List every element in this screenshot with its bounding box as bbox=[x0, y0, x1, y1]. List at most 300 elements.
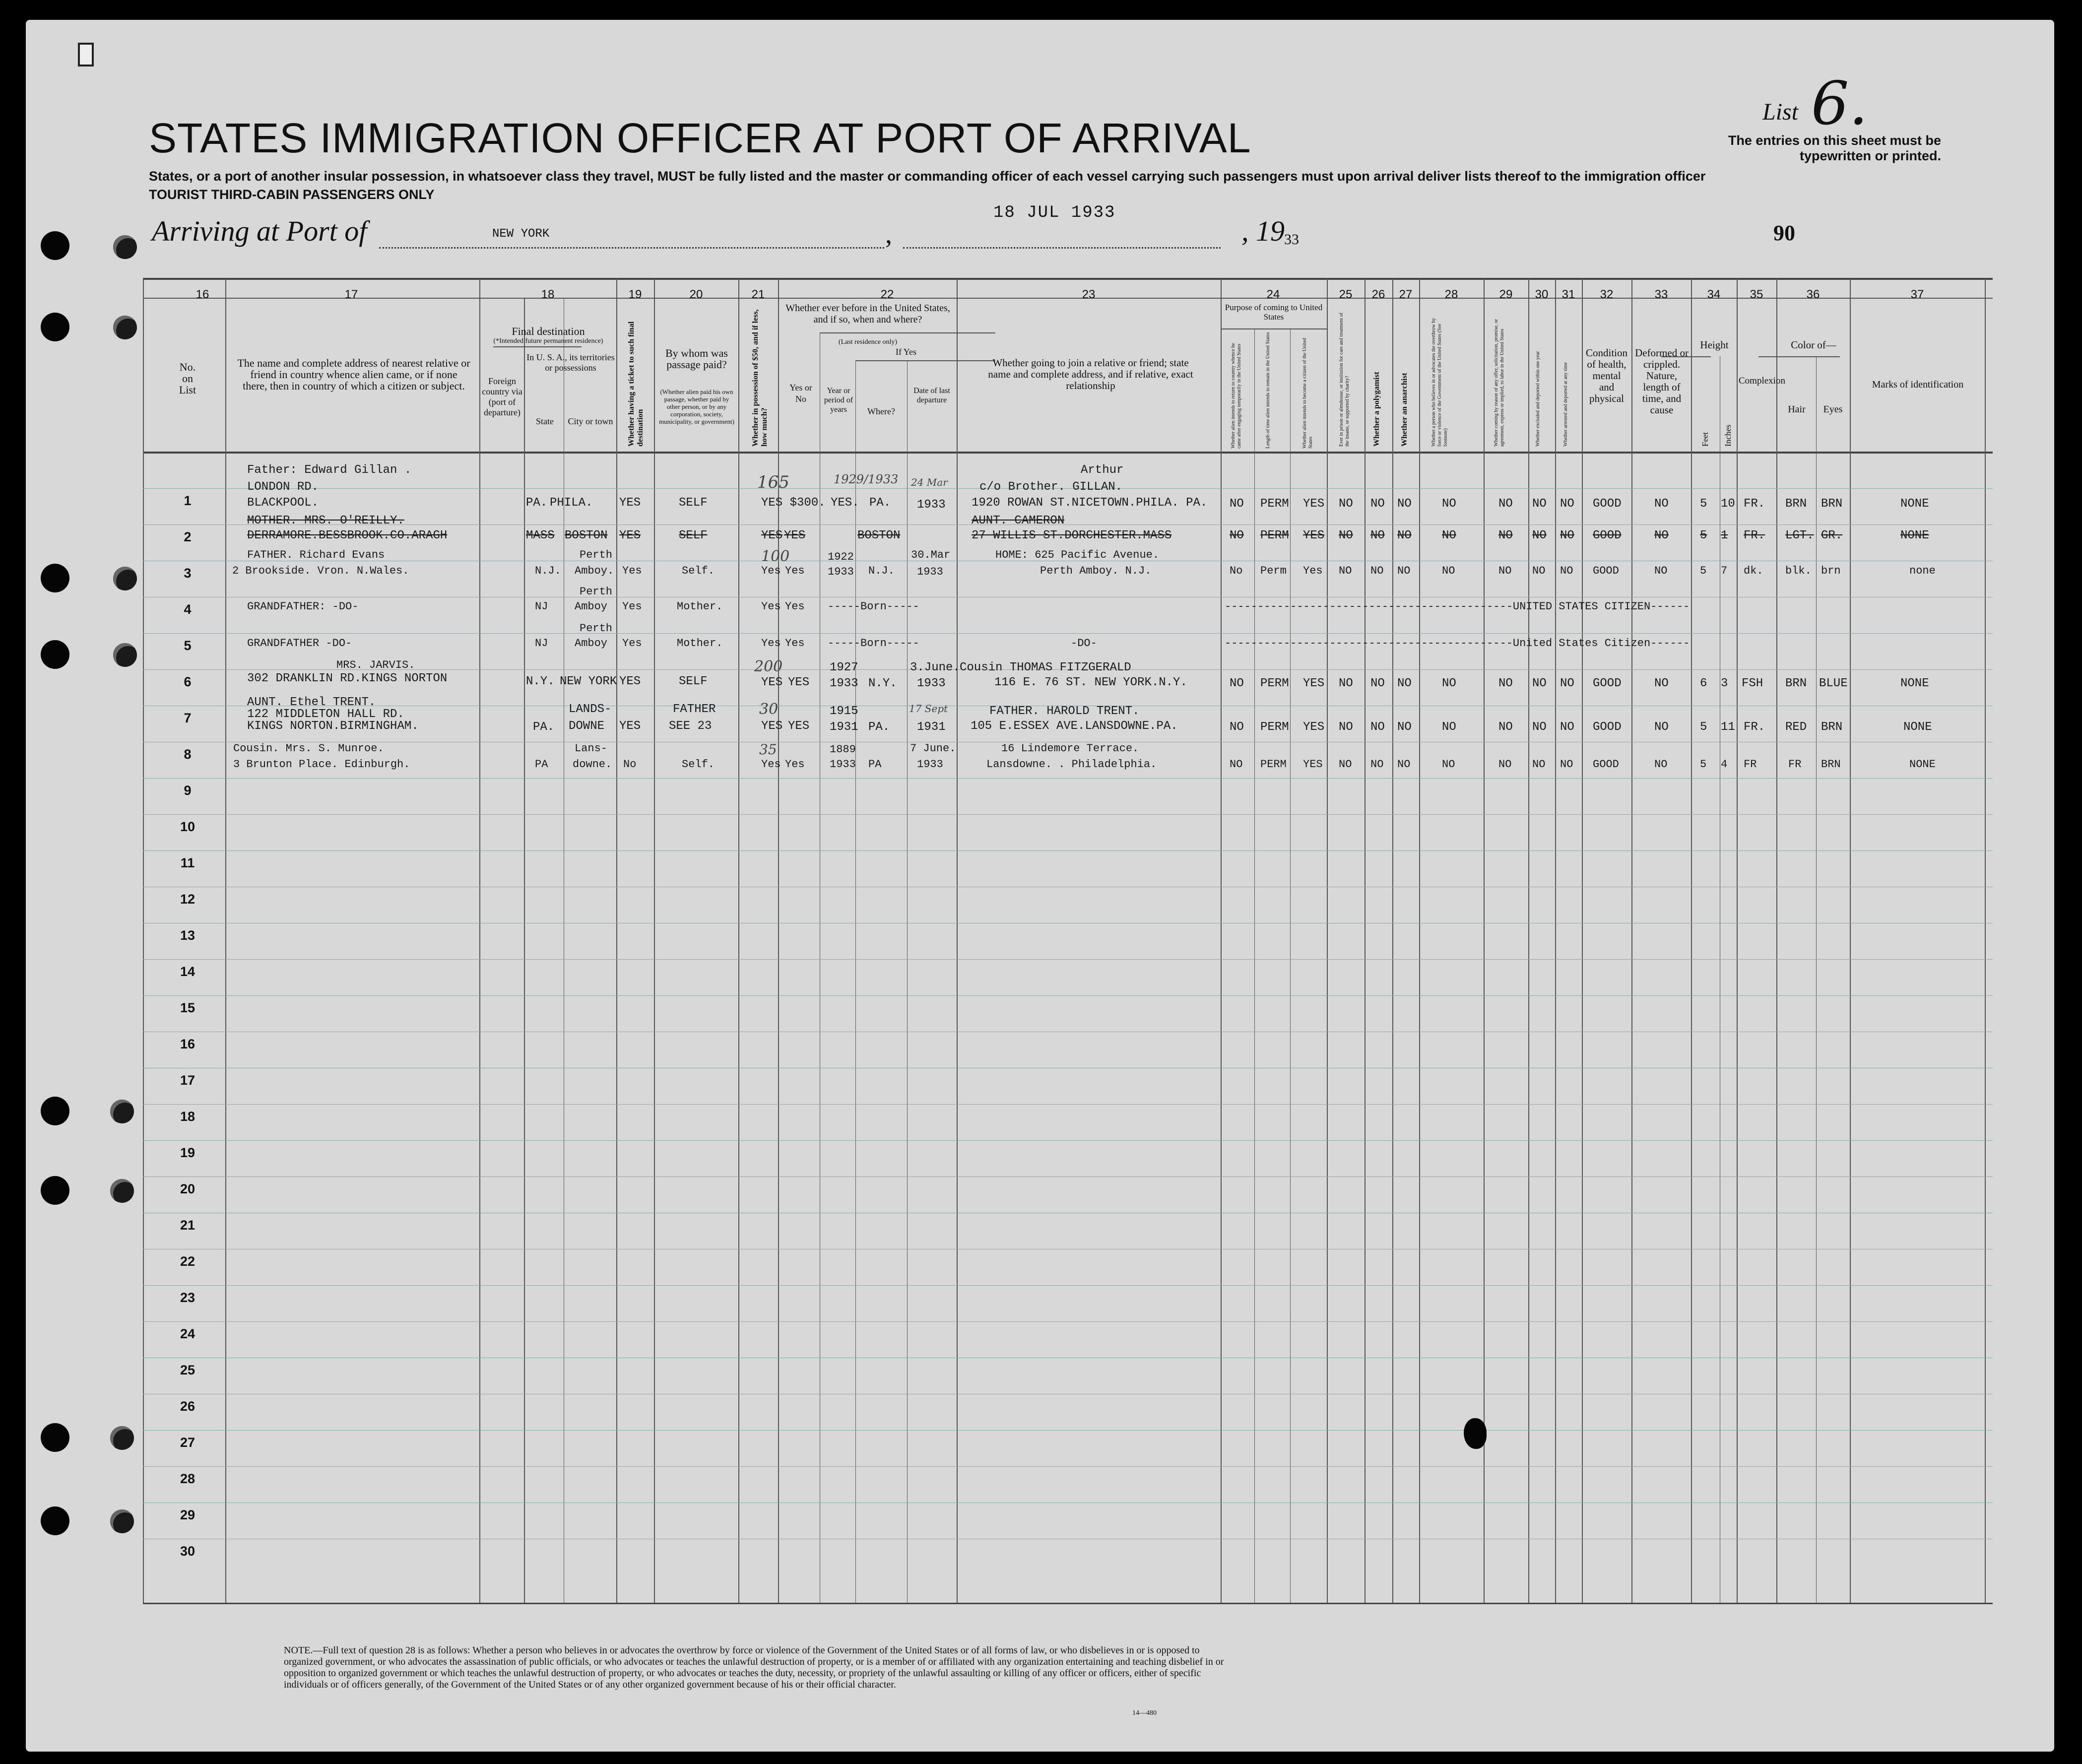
colnum-36: 36 bbox=[1806, 288, 1820, 301]
col-sep-22 bbox=[957, 278, 958, 1603]
row-number-21: 21 bbox=[180, 1218, 195, 1233]
r8-join-line1: 16 Lindemore Terrace. bbox=[1001, 742, 1139, 755]
list-label: List bbox=[1762, 99, 1799, 125]
row-number-24: 24 bbox=[180, 1326, 195, 1341]
col-sep-26 bbox=[1392, 278, 1393, 1603]
r6-return: NO bbox=[1230, 677, 1244, 690]
r2-relative-line1: MOTHER. MRS. O'REILLY. bbox=[247, 514, 404, 527]
col-sep-18 bbox=[616, 278, 617, 1603]
r6-inches: 3 bbox=[1721, 677, 1728, 690]
colnum-22: 22 bbox=[880, 288, 894, 301]
r8-q26: NO bbox=[1370, 758, 1384, 771]
row-rule bbox=[143, 1321, 1993, 1322]
r1-feet: 5 bbox=[1700, 497, 1707, 511]
r7-citizen: YES bbox=[1303, 720, 1325, 734]
r1-inches: 10 bbox=[1721, 497, 1735, 511]
binder-hole bbox=[41, 1423, 69, 1452]
colnum-31: 31 bbox=[1562, 288, 1575, 301]
header-feet: Feet bbox=[1700, 432, 1710, 447]
r2-length: PERM bbox=[1260, 529, 1289, 542]
r3-q27: NO bbox=[1397, 565, 1411, 577]
col-sep-36 bbox=[1850, 278, 1851, 1603]
header-prison: Ever in prison or almshouse, or institution for care and treatment of the insane, or supported by charity? bbox=[1339, 313, 1350, 447]
r5-relative: GRANDFATHER -DO- bbox=[247, 637, 352, 650]
r2-health: GOOD bbox=[1593, 529, 1622, 542]
r5-paid-by: Mother. bbox=[677, 637, 723, 650]
r1-money: YES $300. bbox=[761, 496, 826, 510]
r4-before: Yes bbox=[785, 600, 805, 613]
colnum-37: 37 bbox=[1910, 288, 1924, 301]
row-number-2: 2 bbox=[184, 529, 192, 544]
header-relative: The name and complete address of nearest relative or friend in country whence alien came, or if none there, then in country of which a citizen or subject. bbox=[237, 357, 470, 392]
r3-relative-line1: FATHER. Richard Evans bbox=[247, 549, 385, 561]
binder-hole bbox=[41, 564, 69, 592]
r2-join-line2: 27 WILLIS ST.DORCHESTER.MASS bbox=[972, 529, 1172, 542]
r8-ticket: No bbox=[623, 758, 637, 771]
r6-deformed: NO bbox=[1654, 677, 1669, 690]
r7-city-line1: LANDS- bbox=[569, 703, 612, 716]
header-last-departure: Date of last departure bbox=[913, 387, 950, 404]
row-rule bbox=[143, 814, 1993, 815]
r2-money: YES bbox=[761, 529, 783, 542]
r7-health: GOOD bbox=[1593, 720, 1622, 734]
r7-inches: 11 bbox=[1721, 720, 1735, 734]
row-rule bbox=[143, 1466, 1993, 1467]
binder-hole bbox=[113, 567, 137, 590]
r8-q27: NO bbox=[1397, 758, 1411, 771]
r1-citizen: YES bbox=[1303, 497, 1325, 511]
r2-q30: NO bbox=[1532, 529, 1547, 542]
r2-state: MASS bbox=[526, 529, 555, 542]
header-foreign-country: Foreign country via (port of departure) bbox=[482, 376, 522, 417]
r6-marks: NONE bbox=[1900, 677, 1929, 690]
colnum-19: 19 bbox=[628, 288, 642, 301]
col-sep-22b bbox=[855, 360, 856, 1603]
form-code: 14—480 bbox=[1132, 1709, 1157, 1717]
header-excluded: Whether excluded and deported within one year bbox=[1535, 351, 1541, 447]
col-sep-23 bbox=[1221, 278, 1222, 1603]
r6-q28: NO bbox=[1442, 677, 1456, 690]
r3-eyes: brn bbox=[1821, 565, 1841, 577]
header-polygamist: Whether a polygamist bbox=[1372, 372, 1381, 447]
col-sep-16 bbox=[225, 278, 226, 1603]
binder-hole bbox=[41, 313, 69, 341]
r1-relative-line3: BLACKPOOL. bbox=[247, 496, 319, 510]
colnum-26: 26 bbox=[1371, 288, 1385, 301]
r6-eyes: BLUE bbox=[1819, 677, 1848, 690]
r3-complexion: dk. bbox=[1744, 565, 1763, 577]
r1-date-line2: 1933 bbox=[917, 498, 946, 512]
col-sep-36a bbox=[1816, 356, 1817, 1603]
r2-complexion: FR. bbox=[1744, 529, 1765, 542]
r8-before: Yes bbox=[785, 758, 805, 771]
header-hair: Hair bbox=[1788, 404, 1806, 415]
r8-money: Yes bbox=[761, 758, 781, 771]
r1-relative-line1: Father: Edward Gillan . bbox=[247, 463, 412, 477]
header-period: Year or period of years bbox=[824, 387, 853, 414]
r5-city-line1: Perth bbox=[580, 622, 613, 635]
r4-state: NJ bbox=[535, 600, 548, 613]
r6-period-line1: 1927 bbox=[830, 661, 858, 674]
r8-deformed: NO bbox=[1654, 758, 1668, 771]
col-sep-24b bbox=[1290, 328, 1291, 1603]
r8-period-line2: 1933 bbox=[830, 758, 856, 771]
r1-q25: NO bbox=[1339, 497, 1353, 511]
r6-q31: NO bbox=[1560, 677, 1574, 690]
r1-marks: NONE bbox=[1900, 497, 1929, 511]
r6-q29: NO bbox=[1498, 677, 1513, 690]
row-rule bbox=[143, 1430, 1993, 1431]
header-before: Whether ever before in the United States, and if so, when and where? bbox=[785, 303, 950, 325]
r6-health: GOOD bbox=[1593, 677, 1622, 690]
r6-money-handwritten: 200 bbox=[754, 658, 783, 675]
r8-q28: NO bbox=[1442, 758, 1455, 771]
r3-date-line2: 1933 bbox=[917, 566, 943, 578]
r7-state: PA. bbox=[533, 720, 555, 734]
class-note: TOURIST THIRD-CABIN PASSENGERS ONLY bbox=[149, 187, 435, 202]
row-number-15: 15 bbox=[180, 1000, 195, 1015]
r1-q26: NO bbox=[1370, 497, 1385, 511]
row-rule bbox=[143, 850, 1993, 851]
r1-q30: NO bbox=[1532, 497, 1547, 511]
header-ticket: Whether having a ticket to such final destination bbox=[627, 321, 645, 447]
header-return: Whether alien intends to return to country whence he came after engaging temporarily in the United States bbox=[1231, 343, 1242, 449]
row-rule bbox=[143, 524, 1993, 525]
r1-q28: NO bbox=[1442, 497, 1456, 511]
header-passage: By whom was passage paid? bbox=[665, 347, 728, 371]
r2-q28: NO bbox=[1442, 529, 1456, 542]
r7-complexion: FR. bbox=[1744, 720, 1765, 734]
colnum-27: 27 bbox=[1399, 288, 1413, 301]
entries-note: The entries on this sheet must be typewritten or printed. bbox=[1728, 133, 1941, 163]
header-final-dest-note: (*Intended future permanent residence) bbox=[493, 337, 603, 345]
col-sep-29 bbox=[1528, 278, 1529, 1603]
row-number-23: 23 bbox=[180, 1290, 195, 1305]
r1-ticket: YES bbox=[619, 496, 641, 510]
r7-q27: NO bbox=[1397, 720, 1412, 734]
colnum-25: 25 bbox=[1339, 288, 1353, 301]
r3-ticket: Yes bbox=[622, 565, 642, 577]
r7-relative-line1: AUNT. Ethel TRENT. bbox=[247, 696, 376, 709]
r7-return: NO bbox=[1230, 720, 1244, 734]
row-number-5: 5 bbox=[184, 638, 192, 653]
r7-eyes: BRN bbox=[1821, 720, 1843, 734]
r7-marks: NONE bbox=[1903, 720, 1932, 734]
r6-q27: NO bbox=[1397, 677, 1412, 690]
binder-hole bbox=[41, 231, 69, 260]
r1-before: YES. bbox=[831, 496, 859, 510]
colnum-33: 33 bbox=[1654, 288, 1668, 301]
r3-q25: NO bbox=[1339, 565, 1352, 577]
r3-feet: 5 bbox=[1700, 565, 1707, 577]
col-sep-25 bbox=[1365, 278, 1366, 1603]
r1-length: PERM bbox=[1260, 497, 1289, 511]
manifest-table bbox=[143, 278, 1993, 1603]
r7-deformed: NO bbox=[1654, 720, 1669, 734]
binder-hole bbox=[110, 1100, 134, 1123]
row-number-26: 26 bbox=[180, 1399, 195, 1414]
col-edge bbox=[143, 278, 144, 1603]
r2-inches: 1 bbox=[1721, 529, 1728, 542]
row-number-9: 9 bbox=[184, 783, 192, 798]
r6-join-line2: 116 E. 76 ST. NEW YORK.N.Y. bbox=[994, 676, 1187, 689]
header-eyes: Eyes bbox=[1823, 404, 1843, 415]
r1-join-line3: 1920 ROWAN ST.NICETOWN.PHILA. PA. bbox=[972, 496, 1208, 510]
header-deformed: Deformed or crippled. Nature, length of time, and cause bbox=[1635, 347, 1689, 416]
r1-return: NO bbox=[1230, 497, 1244, 511]
header-city: City or town bbox=[568, 416, 613, 426]
r2-join-line1: AUNT. CAMERON bbox=[972, 514, 1065, 527]
row-number-3: 3 bbox=[184, 566, 192, 581]
r6-relative-line1: MRS. JARVIS. bbox=[336, 659, 415, 671]
r8-relative-line2: 3 Brunton Place. Edinburgh. bbox=[233, 758, 410, 771]
header-no-on-list: No. on List bbox=[179, 361, 196, 396]
r8-q31: NO bbox=[1560, 758, 1573, 771]
header-citizen: Whether alien intends to become a citizen of the United States bbox=[1302, 338, 1313, 449]
list-number: 6. bbox=[1811, 69, 1868, 138]
header-passage-note: (Whether alien paid his own passage, whether paid by other person, or by any corporation, society, municipality, or government) bbox=[659, 388, 734, 425]
r2-q26: NO bbox=[1370, 529, 1385, 542]
r1-paid-by: SELF bbox=[679, 496, 708, 510]
row-number-11: 11 bbox=[180, 855, 195, 870]
row-number-30: 30 bbox=[180, 1544, 195, 1559]
r8-q29: NO bbox=[1498, 758, 1512, 771]
r8-paid-by: Self. bbox=[682, 758, 715, 771]
r6-before: YES bbox=[788, 676, 810, 689]
r3-citizen: Yes bbox=[1303, 565, 1323, 577]
row-rule bbox=[143, 778, 1993, 779]
r3-q28: NO bbox=[1442, 565, 1455, 577]
row-rule bbox=[143, 1104, 1993, 1105]
row-number-16: 16 bbox=[180, 1037, 195, 1051]
table-top-rule bbox=[143, 278, 1993, 280]
r7-q29: NO bbox=[1498, 720, 1513, 734]
r6-period-line2: 1933 bbox=[830, 677, 858, 690]
r7-q31: NO bbox=[1560, 720, 1574, 734]
r8-inches: 4 bbox=[1721, 758, 1728, 771]
r6-feet: 6 bbox=[1700, 677, 1707, 690]
r8-eyes: BRN bbox=[1821, 758, 1841, 771]
r3-health: GOOD bbox=[1593, 565, 1619, 577]
col-sep-30 bbox=[1555, 278, 1556, 1603]
r1-q29: NO bbox=[1498, 497, 1513, 511]
color-sub-rule bbox=[1758, 356, 1840, 357]
r2-marks: NONE bbox=[1900, 529, 1929, 542]
r8-q30: NO bbox=[1532, 758, 1546, 771]
r5-money: Yes bbox=[761, 637, 781, 650]
binder-hole bbox=[113, 643, 137, 667]
r2-deformed: NO bbox=[1654, 529, 1669, 542]
r4-money: Yes bbox=[761, 600, 781, 613]
r6-join-line1: Cousin THOMAS FITZGERALD bbox=[960, 661, 1131, 674]
binder-hole bbox=[41, 1176, 69, 1205]
header-overthrow: Whether a person who believes in or advocates the overthrow by force or violence of the Government of the United States (See footnote) bbox=[1431, 318, 1448, 447]
r8-q25: NO bbox=[1339, 758, 1352, 771]
r7-q25: NO bbox=[1339, 720, 1353, 734]
subtitle: States, or a port of another insular possession, in whatsoever class they travel, MUST be fully listed and the master or commanding officer of each vessel carrying such passengers must upon arrival deliver lists thereof to the immigration officer bbox=[149, 169, 1706, 184]
row-number-29: 29 bbox=[180, 1507, 195, 1522]
dest-sub-rule bbox=[493, 346, 582, 347]
header-arrested: Whether arrested and deported at any time bbox=[1563, 362, 1568, 447]
r1-city: PHILA. bbox=[550, 496, 593, 510]
r3-q29: NO bbox=[1498, 565, 1512, 577]
ink-blot bbox=[1464, 1418, 1487, 1449]
r6-citizen: YES bbox=[1303, 677, 1325, 690]
header-labor-offer: Whether coming by reason of any offer, solicitation, promise, or agreement, express or implied, to labor in the United States bbox=[1494, 319, 1505, 447]
r8-marks: NONE bbox=[1909, 758, 1936, 771]
header-length: Length of time alien intends to remain in the United States bbox=[1265, 332, 1271, 449]
binder-hole bbox=[110, 1179, 134, 1203]
r6-date-line2: 1933 bbox=[917, 677, 946, 690]
r4-city-line1: Perth bbox=[580, 586, 613, 598]
row-number-25: 25 bbox=[180, 1363, 195, 1377]
header-where: Where? bbox=[867, 406, 895, 416]
year-suffix: 33 bbox=[1284, 231, 1299, 248]
r3-q30: NO bbox=[1532, 565, 1546, 577]
r7-before: YES bbox=[788, 719, 810, 733]
r3-before: Yes bbox=[785, 565, 805, 577]
arriving-label: Arriving at Port of bbox=[152, 215, 367, 247]
r4-paid-by: Mother. bbox=[677, 600, 723, 613]
col-sep-27 bbox=[1419, 278, 1420, 1603]
r2-eyes: GR. bbox=[1821, 529, 1843, 542]
r6-q25: NO bbox=[1339, 677, 1353, 690]
r3-city-line2: Amboy. bbox=[575, 565, 614, 577]
r3-marks: none bbox=[1909, 565, 1936, 577]
r7-date-line2: 1931 bbox=[917, 720, 946, 734]
r3-where: N.J. bbox=[868, 565, 895, 577]
colnum-30: 30 bbox=[1535, 288, 1549, 301]
r7-feet: 5 bbox=[1700, 720, 1707, 734]
r1-deformed: NO bbox=[1654, 497, 1669, 511]
r6-complexion: FSH bbox=[1742, 677, 1763, 690]
r3-join-line2: Perth Amboy. N.J. bbox=[1040, 565, 1152, 577]
r2-citizen: YES bbox=[1303, 529, 1325, 542]
binder-hole bbox=[41, 640, 69, 669]
row-number-27: 27 bbox=[180, 1435, 195, 1450]
row-number-7: 7 bbox=[184, 711, 192, 725]
header-yes-no: Yes or No bbox=[789, 383, 812, 404]
date-line bbox=[903, 247, 1221, 249]
header-color: Color of— bbox=[1791, 339, 1836, 351]
port-line bbox=[379, 247, 884, 249]
binder-hole bbox=[41, 1506, 69, 1535]
r3-length: Perm bbox=[1260, 565, 1287, 577]
header-if-yes: If Yes bbox=[895, 347, 916, 357]
header-final-dest: Final destination bbox=[512, 325, 585, 337]
r6-ticket: YES bbox=[619, 675, 641, 688]
r5-period: -----Born----- bbox=[828, 637, 919, 650]
r4-ticket: Yes bbox=[622, 600, 642, 613]
r1-money-handwritten: 165 bbox=[757, 472, 789, 492]
r1-health: GOOD bbox=[1593, 497, 1622, 511]
header-state: State bbox=[536, 416, 554, 426]
r1-relative-line2: LONDON RD. bbox=[247, 480, 319, 494]
col-sep-37 bbox=[1985, 278, 1986, 1603]
r6-city: NEW YORK bbox=[560, 675, 617, 688]
r7-q30: NO bbox=[1532, 720, 1547, 734]
header-complexion: Complexion bbox=[1739, 376, 1785, 386]
r1-complexion: FR. bbox=[1744, 497, 1765, 511]
r2-paid-by: SELF bbox=[679, 529, 708, 542]
r2-q29: NO bbox=[1498, 529, 1513, 542]
r3-q26: NO bbox=[1370, 565, 1384, 577]
row-number-1: 1 bbox=[184, 493, 192, 508]
r6-paid-by: SELF bbox=[679, 675, 708, 688]
r1-where: PA. bbox=[869, 496, 891, 510]
r6-q26: NO bbox=[1370, 677, 1385, 690]
col-sep-24 bbox=[1327, 278, 1328, 1603]
header-height: Height bbox=[1700, 339, 1729, 351]
r7-q26: NO bbox=[1370, 720, 1385, 734]
r8-period-line1: 1889 bbox=[830, 743, 856, 756]
r3-city-line1: Perth bbox=[580, 549, 613, 561]
row-rule bbox=[143, 633, 1993, 634]
row-rule bbox=[143, 959, 1993, 960]
before-sub-rule bbox=[820, 332, 995, 333]
colnum-29: 29 bbox=[1499, 288, 1513, 301]
ifyes-sub-rule bbox=[855, 360, 995, 361]
r3-money: Yes bbox=[761, 565, 781, 577]
r5-before: Yes bbox=[785, 637, 805, 650]
r7-hair: RED bbox=[1785, 720, 1807, 734]
colnum-18: 18 bbox=[541, 288, 555, 301]
r5-note: --------------------------------------------United States Citizen------ bbox=[1225, 637, 1690, 650]
r7-period-line1: 1915 bbox=[830, 705, 858, 718]
r7-period-line2: 1931 bbox=[830, 720, 858, 734]
comma: , bbox=[885, 219, 892, 250]
r3-state: N.J. bbox=[535, 565, 561, 577]
col-sep-32 bbox=[1631, 278, 1632, 1603]
colnum-21: 21 bbox=[751, 288, 765, 301]
r8-where: PA bbox=[868, 758, 882, 771]
col-sep-22c bbox=[907, 360, 908, 1603]
r2-before: YES bbox=[784, 529, 806, 542]
colnum-28: 28 bbox=[1444, 288, 1458, 301]
r2-ticket: YES bbox=[619, 529, 641, 542]
r6-q30: NO bbox=[1532, 677, 1547, 690]
r8-join-line2: Lansdowne. . Philadelphia. bbox=[986, 758, 1157, 771]
r6-where: N.Y. bbox=[868, 677, 897, 690]
year-prefix: , 19 bbox=[1241, 215, 1285, 247]
r2-return: NO bbox=[1230, 529, 1244, 542]
r6-hair: BRN bbox=[1785, 677, 1807, 690]
r2-where: BOSTON bbox=[857, 529, 901, 542]
r8-return: NO bbox=[1230, 758, 1243, 771]
r3-join-line1: HOME: 625 Pacific Avenue. bbox=[995, 549, 1160, 561]
r8-length: PERM bbox=[1260, 758, 1287, 771]
r8-health: GOOD bbox=[1593, 758, 1619, 771]
header-marks: Marks of identification bbox=[1872, 379, 1964, 390]
page-number: 90 bbox=[1773, 221, 1795, 245]
row-number-20: 20 bbox=[180, 1181, 195, 1196]
r3-relative-line2: 2 Brookside. Vron. N.Wales. bbox=[232, 565, 409, 577]
r6-date-line1: 3.June. bbox=[910, 661, 960, 674]
r7-money: YES bbox=[761, 719, 783, 733]
col-sep-34 bbox=[1737, 278, 1738, 1603]
r8-city-line1: Lans- bbox=[575, 742, 608, 755]
footnote: NOTE.—Full text of question 28 is as follows: Whether a person who believes in or advocates the overthrow by force or violence of the Government of the United States or of all forms of law, or who disbelieves in or is opposed to organized government, or who advocates the assassination of public officials, or who advocates or teaches the unlawful destruction of property, or is a member of or affiliated with any organization entertaining and teaching disbelief in or opposition to organized government or which teaches the unlawful destruction of property, or who advocates or teaches the duty, necessity, or propriety of the unlawful assaulting or killing of any officer or officers, either of specific individuals or of officers generally, of the Government of the United States or of any other organized government because of his or their official character. bbox=[284, 1645, 1224, 1690]
r7-length: PERM bbox=[1260, 720, 1289, 734]
r1-join-line1: Arthur bbox=[1081, 463, 1124, 477]
r4-note: --------------------------------------------UNITED STATES CITIZEN------ bbox=[1225, 600, 1690, 613]
r2-q25: NO bbox=[1339, 529, 1353, 542]
r3-return: No bbox=[1230, 565, 1243, 577]
binder-hole bbox=[110, 1509, 134, 1533]
r2-hair: LGT. bbox=[1785, 529, 1814, 542]
row-number-10: 10 bbox=[180, 819, 195, 834]
row-rule bbox=[143, 995, 1993, 996]
